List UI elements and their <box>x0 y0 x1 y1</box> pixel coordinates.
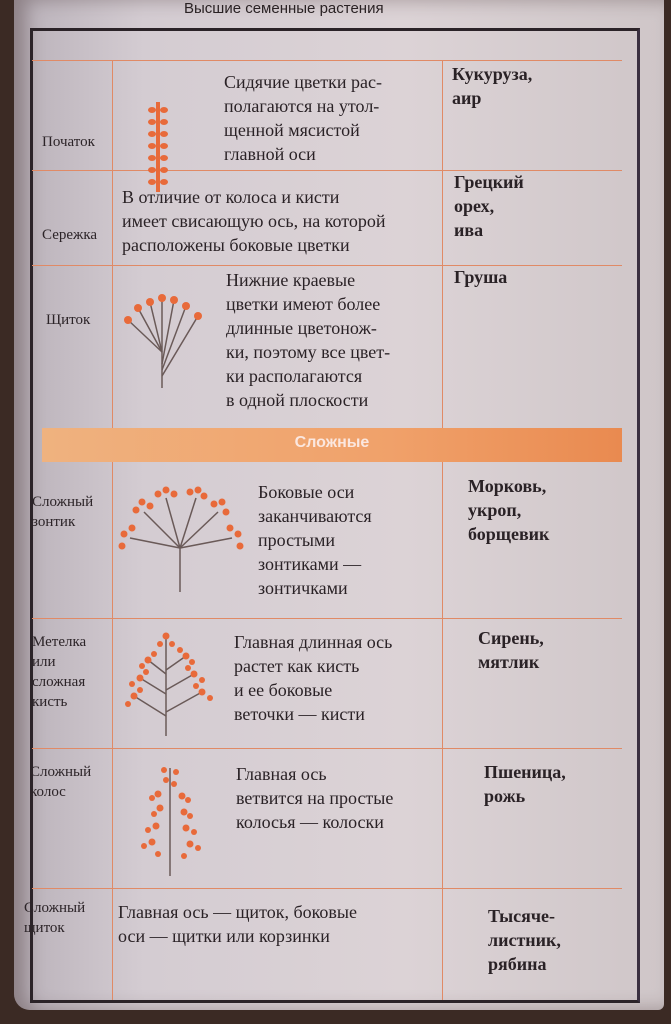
row-divider <box>32 170 622 171</box>
book-page <box>14 0 664 1010</box>
panicle-icon <box>124 632 214 738</box>
row-name: Сложный щиток <box>24 900 86 936</box>
page-header: Высшие семенные растения <box>184 0 384 17</box>
row-examples: Сирень, мятлик <box>478 628 544 672</box>
row-divider <box>32 888 622 889</box>
row-examples: Пшеница, рожь <box>484 762 566 806</box>
column-divider <box>112 60 113 1000</box>
row-divider <box>32 618 622 619</box>
row-examples: Груша <box>454 267 508 287</box>
row-name: Сложный колос <box>30 764 92 800</box>
row-description: Боковые оси заканчиваются простыми зонтиками — зонтичками <box>258 482 372 598</box>
row-examples: Тысяче- листник, рябина <box>488 906 561 974</box>
row-examples: Грецкий орех, ива <box>454 172 524 240</box>
row-name: Початок <box>42 134 95 150</box>
row-name: Сложный зонтик <box>32 494 94 530</box>
spadix-icon <box>144 100 184 195</box>
row-name: Щиток <box>46 312 91 328</box>
section-band <box>42 428 622 462</box>
row-divider <box>32 748 622 749</box>
row-description: Сидячие цветки рас- полагаются на утол- щенной мясистой главной оси <box>224 72 382 164</box>
row-examples: Морковь, укроп, борщевик <box>468 476 550 544</box>
row-name: Сережка <box>42 227 98 243</box>
row-description: Нижние краевые цветки имеют более длинные цветонож- ки, поэтому все цвет- ки располагаются в одной плоскости <box>226 270 391 410</box>
column-divider <box>442 60 443 1000</box>
row-examples: Кукуруза, аир <box>452 64 533 108</box>
corymb-icon <box>122 292 212 392</box>
row-description: Главная длинная ось растет как кисть и ее боковые веточки — кисти <box>234 632 393 724</box>
compound-spike-icon <box>138 764 218 879</box>
row-description: Главная ось ветвится на простые колосья — колоски <box>236 764 394 832</box>
section-title: Сложные <box>294 434 370 451</box>
row-name: Метелка или сложная кисть <box>32 634 87 710</box>
row-divider <box>32 60 622 61</box>
row-description: Главная ось — щиток, боковые оси — щитки или корзинки <box>118 902 358 946</box>
row-divider <box>32 265 622 266</box>
compound-umbel-icon <box>118 490 248 595</box>
row-description: В отличие от колоса и кисти имеет свисающую ось, на которой расположены боковые цветки <box>122 187 386 255</box>
